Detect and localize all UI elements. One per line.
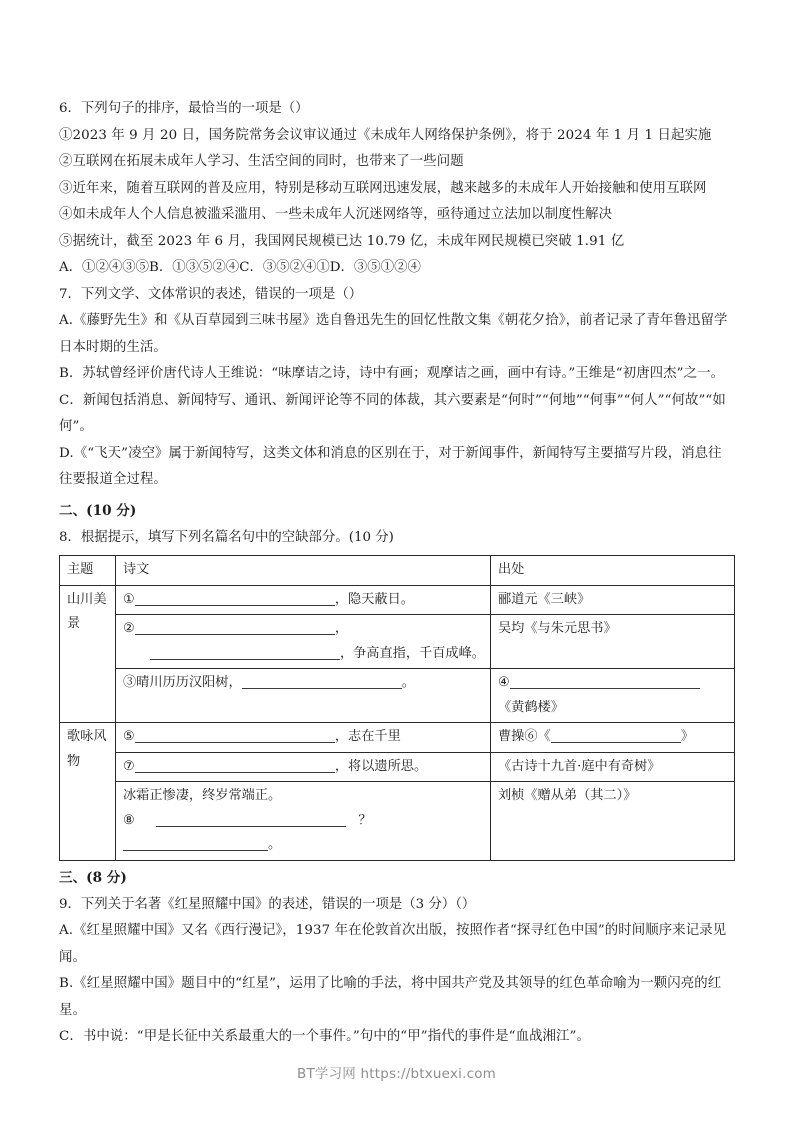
question-7-block (59, 282, 734, 494)
section-three-heading: 三、(8 分) (59, 869, 127, 886)
question-6-item-2: ②互联网在拓展未成年人学习、生活空间的同时，也带来了一些问题 (59, 154, 464, 169)
fill-blank-7[interactable] (135, 757, 335, 773)
question-6-stem: 6．下列句子的排序，最恰当的一项是（） (59, 101, 309, 116)
question-7-option-d[interactable]: D.《“飞天”凌空》属于新闻特写，这类文体和消息的区别在于，对于新闻事件，新闻特写主要描写片段，消息往往要报道全过程。 (59, 445, 722, 487)
fill-blank-5[interactable] (135, 727, 335, 743)
source-cell-7: 《古诗十九首·庭中有奇树》 (491, 752, 735, 782)
blank-number-2: ② (123, 621, 135, 636)
table-row (60, 752, 735, 782)
poem-text-3: ③晴川历历汉阳树， (123, 675, 242, 690)
question-9-stem: 9．下列关于名著《红星照耀中国》的表述，错误的一项是（3 分）（） (59, 896, 476, 912)
question-7-option-b[interactable]: B．苏轼曾经评价唐代诗人王维说：“味摩诘之诗，诗中有画；观摩诘之画，画中有诗。”王维是“初唐四杰”之一。 (59, 366, 725, 381)
blank-number-5: ⑤ (123, 729, 135, 744)
poem-tail-2a: ， (334, 621, 349, 636)
poem-given-line-8: 冰霜正惨凄，终岁常端正。 (123, 788, 282, 803)
question-9-option-c[interactable]: C．书中说：“甲是长征中关系最重大的一个事件。”句中的“甲”指代的事件是“血战湘江”。 (59, 1029, 590, 1044)
fill-blank-2b[interactable] (150, 644, 340, 660)
poem-tail-7: ，将以遗所思。 (334, 758, 428, 774)
blank-number-1: ① (123, 591, 135, 607)
fill-blank-6[interactable] (551, 727, 681, 743)
question-9-option-b[interactable]: B.《红星照耀中国》题目中的“红星”，运用了比喻的手法，将中国共产党及其领导的红色革命喻为一颗闪亮的红星。 (59, 976, 722, 1018)
poem-tail-8a: ？ (358, 812, 372, 828)
table-row (60, 782, 735, 861)
poem-tail-3: 。 (401, 675, 415, 690)
poem-tail-1: ，隐天蔽日。 (334, 591, 414, 607)
table-row (60, 615, 735, 669)
source-cell-2: 吴均《与朱元思书》 (491, 615, 735, 669)
fill-blank-4[interactable] (510, 673, 700, 689)
section-two-heading: 二、(10 分) (59, 502, 137, 519)
table-row (60, 723, 735, 753)
poem-tail-5: ，志在千里 (334, 729, 401, 744)
theme-label-line-1: 山川美 (67, 591, 107, 607)
question-7-option-c[interactable]: C．新闻包括消息、新闻特写、通讯、新闻评论等不同的体裁，其六要素是“何时”“何地”“何事”“何人”“何故”“如何”。 (59, 392, 726, 434)
question-7-option-a[interactable]: A.《藤野先生》和《从百草园到三味书屋》选自鲁迅先生的回忆性散文集《朝花夕拾》，前者记录了青年鲁迅留学日本时期的生活。 (59, 313, 728, 355)
fill-blank-3[interactable] (242, 673, 402, 689)
theme-label-line-2: 物 (67, 753, 81, 769)
fill-blank-8a[interactable] (156, 811, 346, 827)
question-6-item-5: ⑤据统计，截至 2023 年 6 月，我国网民规模已达 10.79 亿，未成年网民规模已突破 1.91 亿 (59, 233, 625, 249)
poem-cell-8[interactable] (116, 782, 491, 861)
section-three-block (59, 861, 734, 1051)
header-source: 出处 (491, 556, 735, 586)
question-6-item-4: ④如未成年人个人信息被滥采滥用、一些未成年人沉迷网络等，亟待通过立法加以制度性解决 (59, 207, 613, 222)
section-two-block (59, 494, 734, 861)
blank-number-8: ⑧ (123, 812, 135, 828)
question-6-block (59, 96, 734, 282)
poem-cell-3[interactable] (116, 669, 491, 723)
blank-number-7: ⑦ (123, 758, 135, 774)
fill-blank-8b[interactable] (123, 835, 268, 851)
theme-group-mountain (60, 585, 116, 723)
poem-cell-5[interactable] (116, 723, 491, 753)
poem-fill-table (59, 555, 735, 861)
question-6-item-1: ①2023 年 9 月 20 日，国务院常务会议审议通过《未成年人网络保护条例》，将于 2024 年 1 月 1 日起实施 (59, 127, 712, 143)
theme-group-objects (60, 723, 116, 861)
theme-label-line-2: 景 (67, 616, 81, 631)
question-6-options[interactable]: A．①②④③⑤B．①③⑤②④C．③⑤②④①D．③⑤①②④ (59, 260, 421, 275)
source-cell-1: 郦道元《三峡》 (491, 585, 735, 615)
question-6-item-3: ③近年来，随着互联网的普及应用，特别是移动互联网迅速发展，越来越多的未成年人开始接触和使用互联网 (59, 180, 707, 196)
table-row (60, 669, 735, 723)
theme-label-line-1: 歌咏风 (67, 729, 107, 744)
site-watermark: BT学习网 https://btxuexi.com (296, 1066, 497, 1082)
fill-blank-1[interactable] (135, 590, 335, 606)
fill-blank-2a[interactable] (135, 619, 335, 635)
header-theme: 主题 (60, 556, 116, 586)
poem-cell-1[interactable] (116, 585, 491, 615)
poem-tail-8b: 。 (268, 837, 282, 852)
poem-cell-7[interactable] (116, 752, 491, 782)
header-poem: 诗文 (116, 556, 491, 586)
question-7-stem: 7．下列文学、文体常识的表述，错误的一项是（） (59, 286, 363, 302)
source-book-3: 《黄鹤楼》 (498, 699, 564, 715)
table-header-row (60, 556, 735, 586)
source-prefix-5: 曹操⑥《 (498, 729, 551, 744)
poem-tail-2b: ，争高直指，千百成峰。 (339, 645, 485, 661)
question-8-stem: 8．根据提示，填写下列名篇名句中的空缺部分。(10 分) (59, 529, 394, 545)
source-cell-5[interactable] (491, 723, 735, 753)
source-cell-8: 刘桢《赠从弟（其二）》 (491, 782, 735, 861)
source-cell-3[interactable] (491, 669, 735, 723)
question-9-option-a[interactable]: A.《红星照耀中国》又名《西行漫记》，1937 年在伦敦首次出版，按照作者“探寻红色中国”的时间顺序来记录见闻。 (59, 923, 727, 965)
source-suffix-5: 》 (680, 729, 694, 744)
poem-cell-2[interactable] (116, 615, 491, 669)
blank-number-4: ④ (498, 675, 510, 690)
table-row (60, 585, 735, 615)
